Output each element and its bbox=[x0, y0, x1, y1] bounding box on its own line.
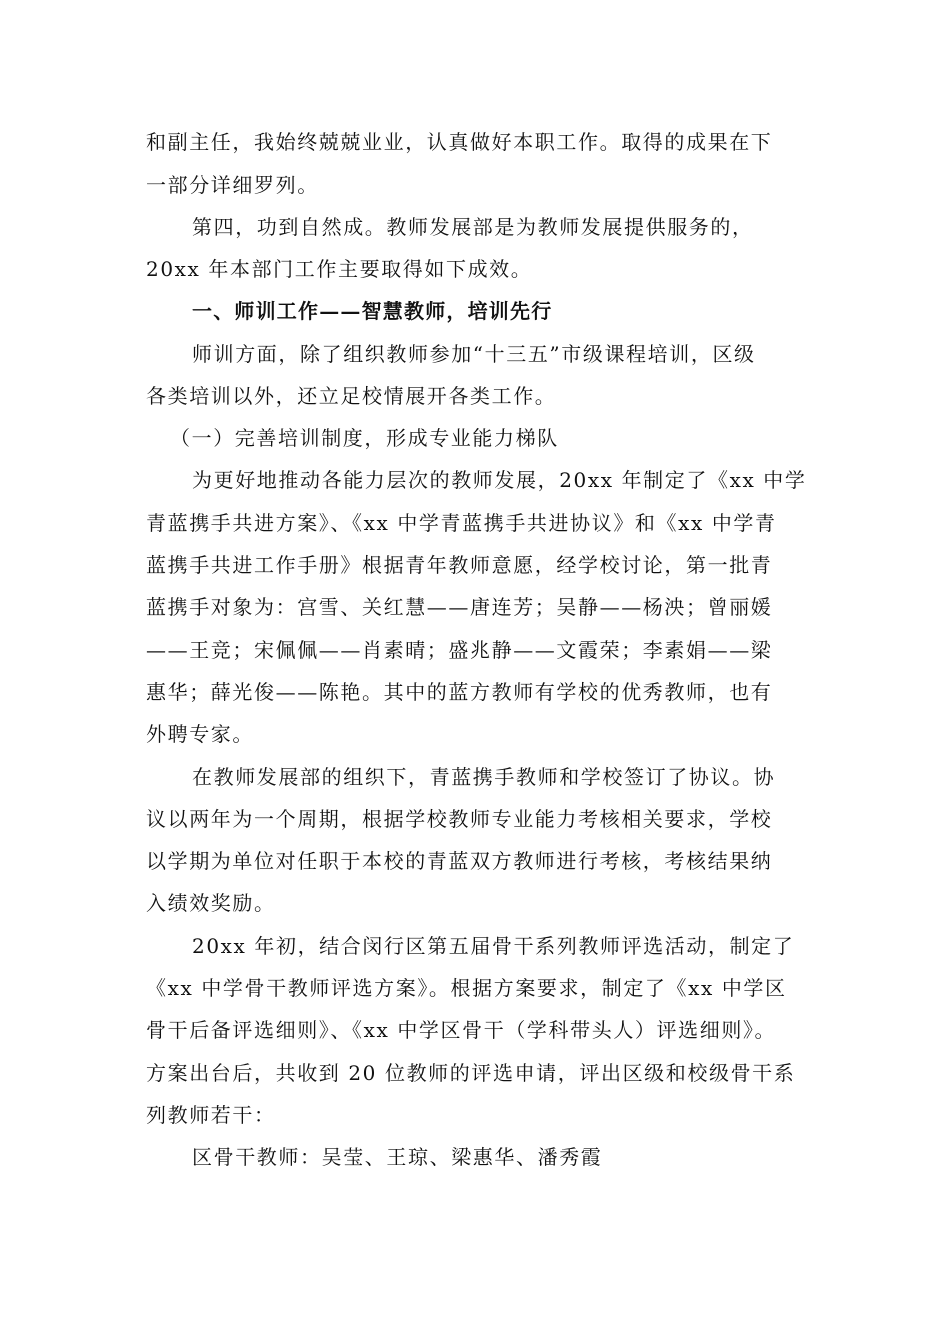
paragraph-line: 师训方面，除了组织教师参加“十三五”市级课程培训，区级 bbox=[192, 342, 756, 366]
paragraph-line: 第四，功到自然成。教师发展部是为教师发展提供服务的， bbox=[192, 215, 754, 239]
paragraph-line: 和副主任，我始终兢兢业业，认真做好本职工作。取得的成果在下 bbox=[146, 130, 773, 154]
paragraph-line: 蓝携手共进工作手册》根据青年教师意愿，经学校讨论，第一批青 bbox=[146, 553, 773, 577]
paragraph-line: 以学期为单位对任职于本校的青蓝双方教师进行考核，考核结果纳 bbox=[146, 849, 773, 873]
paragraph-line: 青蓝携手共进方案》、《xx 中学青蓝携手共进协议》和《xx 中学青 bbox=[146, 511, 777, 535]
paragraph-line: 列教师若干： bbox=[146, 1103, 276, 1127]
paragraph-line: 在教师发展部的组织下，青蓝携手教师和学校签订了协议。协 bbox=[192, 765, 776, 789]
paragraph-line: 入绩效奖励。 bbox=[146, 891, 276, 915]
paragraph-line: 20xx 年本部门工作主要取得如下成效。 bbox=[146, 257, 533, 281]
paragraph-line: ——王竞；宋佩佩——肖素晴；盛兆静——文霞荣；李素娟——梁 bbox=[146, 638, 773, 662]
paragraph-line: 外聘专家。 bbox=[146, 722, 254, 746]
paragraph-line: 蓝携手对象为：宫雪、关红慧——唐连芳；吴静——杨泱；曾丽媛 bbox=[146, 595, 773, 619]
paragraph-line: 区骨干教师：吴莹、王琼、梁惠华、潘秀霞 bbox=[192, 1145, 603, 1169]
paragraph-line: 各类培训以外，还立足校情展开各类工作。 bbox=[146, 384, 557, 408]
paragraph-line: 方案出台后，共收到 20 位教师的评选申请，评出区级和校级骨干系 bbox=[146, 1061, 796, 1085]
paragraph-line: 《xx 中学骨干教师评选方案》。根据方案要求，制定了《xx 中学区 bbox=[146, 976, 787, 1000]
subsection-heading: （一）完善培训制度，形成专业能力梯队 bbox=[170, 426, 559, 450]
paragraph-line: 为更好地推动各能力层次的教师发展，20xx 年制定了《xx 中学 bbox=[192, 468, 807, 492]
paragraph-line: 骨干后备评选细则》、《xx 中学区骨干（学科带头人）评选细则》。 bbox=[146, 1018, 777, 1042]
paragraph-line: 一部分详细罗列。 bbox=[146, 173, 319, 197]
paragraph-line: 20xx 年初，结合闵行区第五届骨干系列教师评选活动，制定了 bbox=[192, 934, 795, 958]
section-heading: 一、师训工作——智慧教师，培训先行 bbox=[192, 299, 553, 323]
paragraph-line: 议以两年为一个周期，根据学校教师专业能力考核相关要求，学校 bbox=[146, 807, 773, 831]
paragraph-line: 惠华；薛光俊——陈艳。其中的蓝方教师有学校的优秀教师，也有 bbox=[146, 680, 773, 704]
